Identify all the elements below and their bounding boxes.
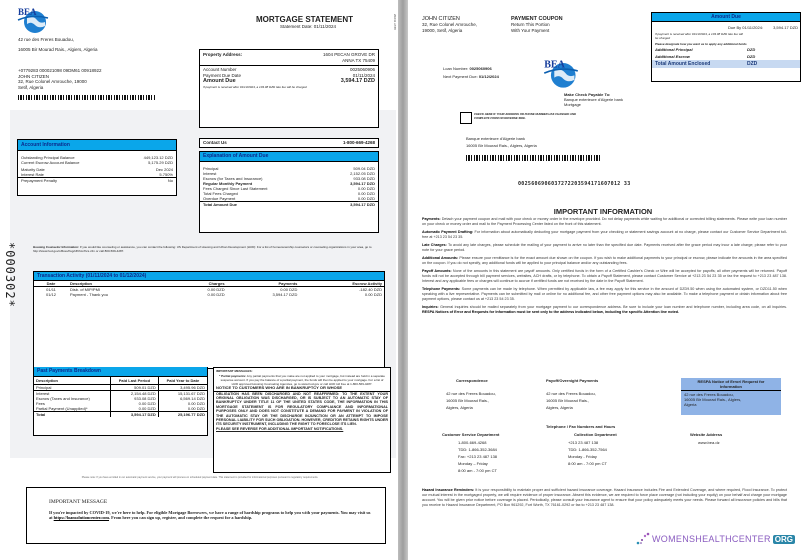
mailing-block — [18, 68, 156, 100]
hazard-insurance-note: Hazard Insurance Reminders: It is your responsibility to maintain proper and sufficient hazard insurance coverage. Hazard insurance includes Fire and Extended Coverage, and where required, Flood insurance. To protect our mutual interest in the mortgaged property, we will require evidence of proper insurance. Absent this evidence, we are required to force place coverage (not including your equity) on your behalf and charge your mortgage account. You will be given prior notice before coverage is placed. Periodically, please consult your insurance agent to ensure that your policy adequately meets your needs. Please forward all insurance policies and bills that you receive to Hazard Insurance Department, PO Box 961292, Fort Worth, TX 76161-0292 or fax to +213 23 487 138. — [422, 488, 787, 507]
coupon-customer-city: 19000, Setif, Algeria — [422, 27, 463, 33]
property-box — [199, 49, 379, 128]
contact-phone: 1-800-669-4268 — [342, 140, 375, 145]
payable-label: Make Check Payable To: — [564, 92, 611, 97]
transaction-row: 01/11 Disb. of MIP/PMI 0.00 DZD 0.00 DZD -182.40 DZD — [46, 287, 382, 292]
address-change-checkbox[interactable] — [460, 112, 472, 124]
info-payments: Payments: Detach your payment coupon and mail with your check or money order in the envelope provided. Do not delay payments while waiting for additional or corrected billing statements. Please write your loan number on your check or money order and mail to the Payment Processing Center listed on the front of this statement. — [422, 217, 787, 226]
coupon-title: PAYMENT COUPON — [511, 16, 563, 22]
past-payments-total-row: Total 3,594.17 DZD 25,196.77 DZD — [36, 412, 205, 417]
due-date: 01/11/2024 — [352, 72, 375, 78]
loan-solution-link[interactable]: https://loansolutioncenter.com — [53, 515, 110, 520]
covid-message-text: If you're impacted by COVID-19, we're here to help. For eligible Mortgage Borrowers, we have a range of hardship programs to help you with your payments. You may visit us at https://loansolutioncenter.com. From here you can sign up, register, and complete the request for a hardship. — [49, 510, 371, 520]
mail-code: +0779283 000021098 09DM61 00918922 — [18, 68, 102, 73]
housing-counselor-info — [33, 245, 378, 253]
account-info-title: Account Information — [18, 140, 176, 151]
payable-name: Banque exterieure d'Algerie bank — [564, 97, 624, 102]
amount-due-label: Amount Due — [203, 78, 236, 84]
coupon-amount-box — [651, 12, 801, 82]
additional-escrow-row[interactable]: Additional Escrow DZD — [655, 54, 756, 59]
correspondence-address: Correspondence 42 rue des Freres Bouadou, 16005 Bir Mourad Rais., Algiers, Algeria — [446, 378, 496, 410]
info-telephone: Telephone Payments: Some payments can be made by telephone. When permitted by applicable law, a fee may apply for this service in the amount of DZD9.50 when using the automated system, or DZD11.50 when speaking with a live representative. Payments can be submitted by mail or online for no additional fee, and other free payment options may also be available. To make a telephone payment or obtain information about free payment options, please contact us at +213 23 54 23 35. — [422, 287, 788, 301]
explanation-box — [199, 151, 379, 233]
collection-contact: Collection Department +213 23 487 138 TDD: 1-866-352-7564 Monday - Friday 8:00 am - 7:00 pm CT — [568, 432, 617, 466]
see-reverse-note: PLEASE SEE REVERSE FOR ADDITIONAL IMPORTANT NOTIFICATIONS. — [216, 426, 344, 431]
coupon-subtitle: Return This Portion — [511, 22, 550, 27]
late-fee-note: If payment is received after 01/13/2024, a 103.08 DZD late fee will be charged — [203, 85, 307, 89]
watermark-text: WOMENSHEALTHCENTER — [652, 534, 771, 544]
svg-text:BEA: BEA — [544, 59, 565, 71]
ocr-scanline: 0025606906037272203594171607012 33 — [518, 181, 631, 187]
property-label: Property Address: — [203, 52, 243, 57]
loan-info: Loan Number: 0025060906 Next Payment Due: 01/12/2024 — [443, 66, 499, 79]
additional-principal-row[interactable]: Additional Principal DZD — [655, 47, 756, 52]
transaction-row: 01/12 Payment - Thank you 0.00 DZD 3,594.17 DZD 0.00 DZD — [45, 292, 382, 297]
bank-address-line: 42 rue des Freres Bouadou, — [18, 37, 75, 42]
past-payments-title: Past Payments Breakdown — [34, 367, 207, 377]
globe-logo-icon — [16, 4, 50, 34]
bank-address-line: 16005 Bir Mourad Rais., Algiers, Algeria — [18, 46, 98, 52]
payoff-address: Payoff/Overnight Payments 42 rue des Freres Bouadou, 16005 Bir Mourad Rais., Algiers, Algeria — [546, 378, 599, 410]
statement-date: Statement Date: 01/11/2024 — [280, 24, 336, 29]
footer-note: Please note: If you have enrolled in our automatic payment service, your payment will process on scheduled payment date. This statement is provided for informational purposes pursuant to regulatory requirements. — [81, 476, 319, 479]
account-info-row: Maturity Date Dec 2024 — [21, 167, 173, 172]
payment-coupon-page — [408, 0, 804, 560]
explanation-row: Fees Charged Since Last Statement 0.00 DZD — [203, 186, 375, 191]
account-info-row: Outstanding Principal Balance 449,123.12 DZD — [21, 155, 173, 160]
customer-service-contact: Customer Service Department 1-800-669-4268 TDD: 1-866-352-3684 Fax: +213 23 487 138 Monday – Friday 8:00 am - 7:00 pm CT — [442, 432, 500, 473]
contact-us-bar — [199, 138, 379, 148]
amount-due: 3,594.17 DZD — [340, 78, 375, 84]
total-enclosed-row[interactable]: Total Amount Enclosed DZD — [652, 60, 800, 68]
important-info-body — [422, 217, 787, 315]
housing-counselor-label: Housing Counselor Information: — [33, 245, 79, 249]
next-payment-due: 01/12/2024 — [478, 74, 499, 79]
coupon-customer-address: 32, Rue Colonel Amrouche, — [422, 22, 478, 27]
explanation-row: Total Fees Charged 0.00 DZD — [203, 191, 375, 196]
account-info-box — [17, 139, 177, 196]
statement-title: MORTGAGE STATEMENT — [256, 15, 354, 24]
bankruptcy-notice-title: NOTICE TO CUSTOMERS WHO ARE IN BANKRUPTCY OR WHOSE — [216, 385, 343, 390]
coupon-customer-name: JOHN CITIZEN — [422, 16, 460, 22]
document-stamp: *000302* — [3, 242, 17, 308]
designate-funds-note: Please designate how you want us to apply any additional funds — [655, 42, 747, 46]
past-payments-box — [33, 367, 208, 436]
explanation-total-row: Total Amount Due 3,594.17 DZD — [200, 201, 378, 207]
postal-barcode — [18, 95, 156, 100]
globe-logo-icon — [542, 55, 580, 89]
account-number-label: Account Number — [203, 67, 237, 72]
explanation-row: Escrow (for Taxes and Insurance) 933.08 DZD — [203, 176, 375, 181]
property-address-line1: 1604 PECAN GROVE DR — [322, 52, 375, 57]
account-info-row: Prepayment Penalty No — [18, 177, 176, 183]
housing-counselor-text: If you would like counseling or assistance, you can contact the following: US Department of Housing and Urban Development (HUD): For a list of homeownership counselors or counseling organizations in your area, go to http://www.hud.gov/offices/hsg/sfh/hcc/hcs.cfm or call 800-569-4287. — [33, 245, 372, 253]
address-change-label: CHECK HERE IF YOUR ADDRESS OR PHONE NUMBER HAS CHANGED AND COMPLETE FORM ON REVERSE SIDE. — [474, 112, 576, 120]
important-messages-box — [213, 367, 391, 473]
past-payments-row: Principal 509.01 DZD 3,495.96 DZD — [36, 385, 205, 390]
customer-city: Setif, Algeria — [18, 84, 44, 90]
coupon-bea-logo — [542, 55, 580, 94]
coupon-heading — [511, 16, 563, 33]
page-code: 20241 of 88 — [393, 14, 397, 30]
account-info-row: Interest Rate 5.750% — [21, 172, 173, 177]
explanation-row: Overdue Payment 0.00 DZD — [203, 196, 375, 201]
partial-payments-note: * Partial payments: Any partial payments that you make are not applied to your mortgage, but instead are held in a separate suspense account. If you pay the balance of a partial payment, the funds will then be applied to your mortgage. For a list of HUD approved Housing Counseling Agencies, go to www.hud.gov or call HUD toll free at 1-800-569-4287. — [219, 374, 385, 386]
info-payoff: Payoff Amounts: None of the amounts in this statement are payoff amounts. Only certified funds in the form of a Certified Cashier's Check or Wire will be accepted for payoffs; all other payments will be returned. Payoff funds will not be accepted through bill payment services, websites, ACH drafts, or by telephone. To obtain a Payoff Statement, please contact Customer Service at +213 23 54 23 35 or fax the request to +213 23 487 138. Interest and any applicable fees or charges will continue to accrue if certified funds are not received by the date in the Payoff Statement. — [422, 269, 787, 283]
explanation-row: Principal 509.04 DZD — [203, 166, 375, 171]
transaction-title: Transaction Activity (01/11/2024 to 01/12/2024) — [34, 272, 384, 281]
website-link[interactable]: www.bea.dz — [698, 440, 720, 445]
watermark-badge: ORG — [774, 534, 793, 544]
coupon-late-note: If payment is received after 01/13/2024, a 103.08 DZD late fee will be charged — [655, 32, 743, 40]
dots-icon — [636, 532, 650, 546]
transaction-table — [34, 281, 384, 297]
page-gutter — [398, 0, 408, 560]
covid-message-title: IMPORTANT MESSAGE — [49, 499, 108, 505]
due-date-label: Payment Due Date — [203, 72, 242, 78]
loan-number: 0025060906 — [469, 66, 492, 71]
covid-message-box — [26, 487, 386, 544]
important-info-title: IMPORTANT INFORMATION — [553, 207, 653, 216]
info-auto-drafting: Automatic Payment Drafting: For information about automatically deducting your mortgage payment from your checking or statement savings account at no charge, please contact our Customer Service Department toll-free at +213 23 54 23 35. — [422, 230, 787, 239]
payable-to — [564, 92, 623, 107]
info-additional-amounts: Additional Amounts: Please ensure your remittance is for the exact amount due shown on the coupon. If you wish to make additional payments to your principal or escrow, please indicate the amounts in the area specified on the coupon. If you do not specify, any additional funds will be applied to your principal balance and/or any outstanding fees. — [422, 256, 787, 265]
past-payments-header: Description Paid Last Period Paid Year to Date — [34, 377, 207, 385]
transaction-header-row: Date Description Charges Payments Escrow Activity — [34, 281, 384, 287]
coupon-customer — [422, 16, 477, 33]
info-late-charges: Late Charges: To avoid any late charges, please schedule the mailing of your payment to arrive no later than the specified due date. Payments received after the grace period may incur a late charge; please refer to your note for your grace period. — [422, 243, 787, 252]
remit-address: Banque exterieure d'Algerie bank 16005 Bir Mourad Rais., Algiers, Algeria — [466, 136, 537, 148]
customer-name: JOHN CITIZEN — [18, 73, 49, 79]
explanation-row: Interest 2,152.05 DZD — [203, 171, 375, 176]
past-payments-table — [34, 377, 207, 417]
account-number: 0025060906 — [349, 67, 375, 72]
account-info-row: Current Escrow Account Balance 5,175.29 DZD — [21, 160, 173, 165]
svg-text:BEA: BEA — [18, 7, 37, 17]
customer-address: 32, Rue Colonel Amrouche, 19000 — [18, 79, 87, 84]
bankruptcy-notice-text: OBLIGATION HAS BEEN DISCHARGED AND NOT REAFFIRMED: TO THE EXTENT YOUR ORIGINAL OBLIGATION WAS DISCHARGED, OR IS SUBJECT TO AN AUTOMATIC STAY OF BANKRUPTCY UNDER TITLE 11 OF THE UNITED STATES CODE, THE INFORMATION IN THIS MORTGAGE STATEMENT IS FOR REGULATORY COMPLIANCE AND INFORMATIONAL PURPOSES ONLY AND DOES NOT CONSTITUTE A DEMAND FOR PAYMENT IN VIOLATION OF THE AUTOMATIC STAY OR THE DISCHARGE INJUNCTION OR AN ATTEMPT TO IMPOSE PERSONAL LIABILITY FOR SUCH OBLIGATION. HOWEVER, CREDITOR RETAINS RIGHTS UNDER ITS SECURITY INSTRUMENT, INCLUDING THE RIGHT TO FORECLOSE ITS LIEN. — [216, 391, 388, 427]
website-contact: Website Address www.bea.dz — [690, 432, 723, 445]
past-payments-row: Fees 0.00 DZD 0.00 DZD — [36, 401, 205, 406]
explanation-rows — [200, 162, 378, 207]
statement-page — [0, 0, 398, 560]
bank-address — [18, 37, 98, 52]
past-payments-row: Escrow (Taxes and Insurance) 933.08 DZD 6,569.14 DZD — [36, 396, 205, 401]
due-by-amount: 3,594.17 DZD — [773, 25, 798, 30]
watermark — [636, 532, 795, 546]
important-messages-title: IMPORTANT MESSAGES: — [216, 369, 253, 373]
remit-barcode — [466, 155, 600, 161]
property-address-line2: ANNA TX 75409 — [342, 57, 375, 63]
coupon-amount-title: Amount Due — [652, 13, 800, 22]
past-payments-row: Interest 2,154.48 DZD 15,131.67 DZD — [36, 391, 205, 396]
payable-type: Mortgage — [564, 102, 581, 107]
past-payments-row: Partial Payment (Unapplied)* 0.00 DZD 0.00 DZD — [36, 406, 205, 411]
info-inquiries: Inquiries: General inquiries should be mailed separately from your mortgage payment to our correspondence address. Be sure to include your loan number and telephone number, including area code, on all inquiries. RESPA Notices of Error and Requests for Information must be sent only to the address indicated below, including the specific Attention line noted. — [422, 305, 787, 314]
respa-address: RESPA Notice of Error/ Request for Information 42 rue des Freres Bouadou, 16005 Bir Mourad Rais., Algiers, Algeria — [681, 378, 781, 415]
transaction-activity-box — [33, 271, 385, 369]
explanation-row: Regular Monthly Payment 3,594.17 DZD — [203, 181, 375, 186]
due-by-row: Due By 01/11/2024: 3,594.17 DZD — [728, 25, 798, 30]
contact-label: Contact Us — [203, 140, 227, 145]
bea-logo — [16, 4, 50, 39]
explanation-title: Explanation of Amount Due — [200, 152, 378, 162]
coupon-subtitle: With Your Payment — [511, 27, 550, 33]
phone-hours-heading: Telephone / Fax Numbers and Hours — [546, 424, 616, 429]
